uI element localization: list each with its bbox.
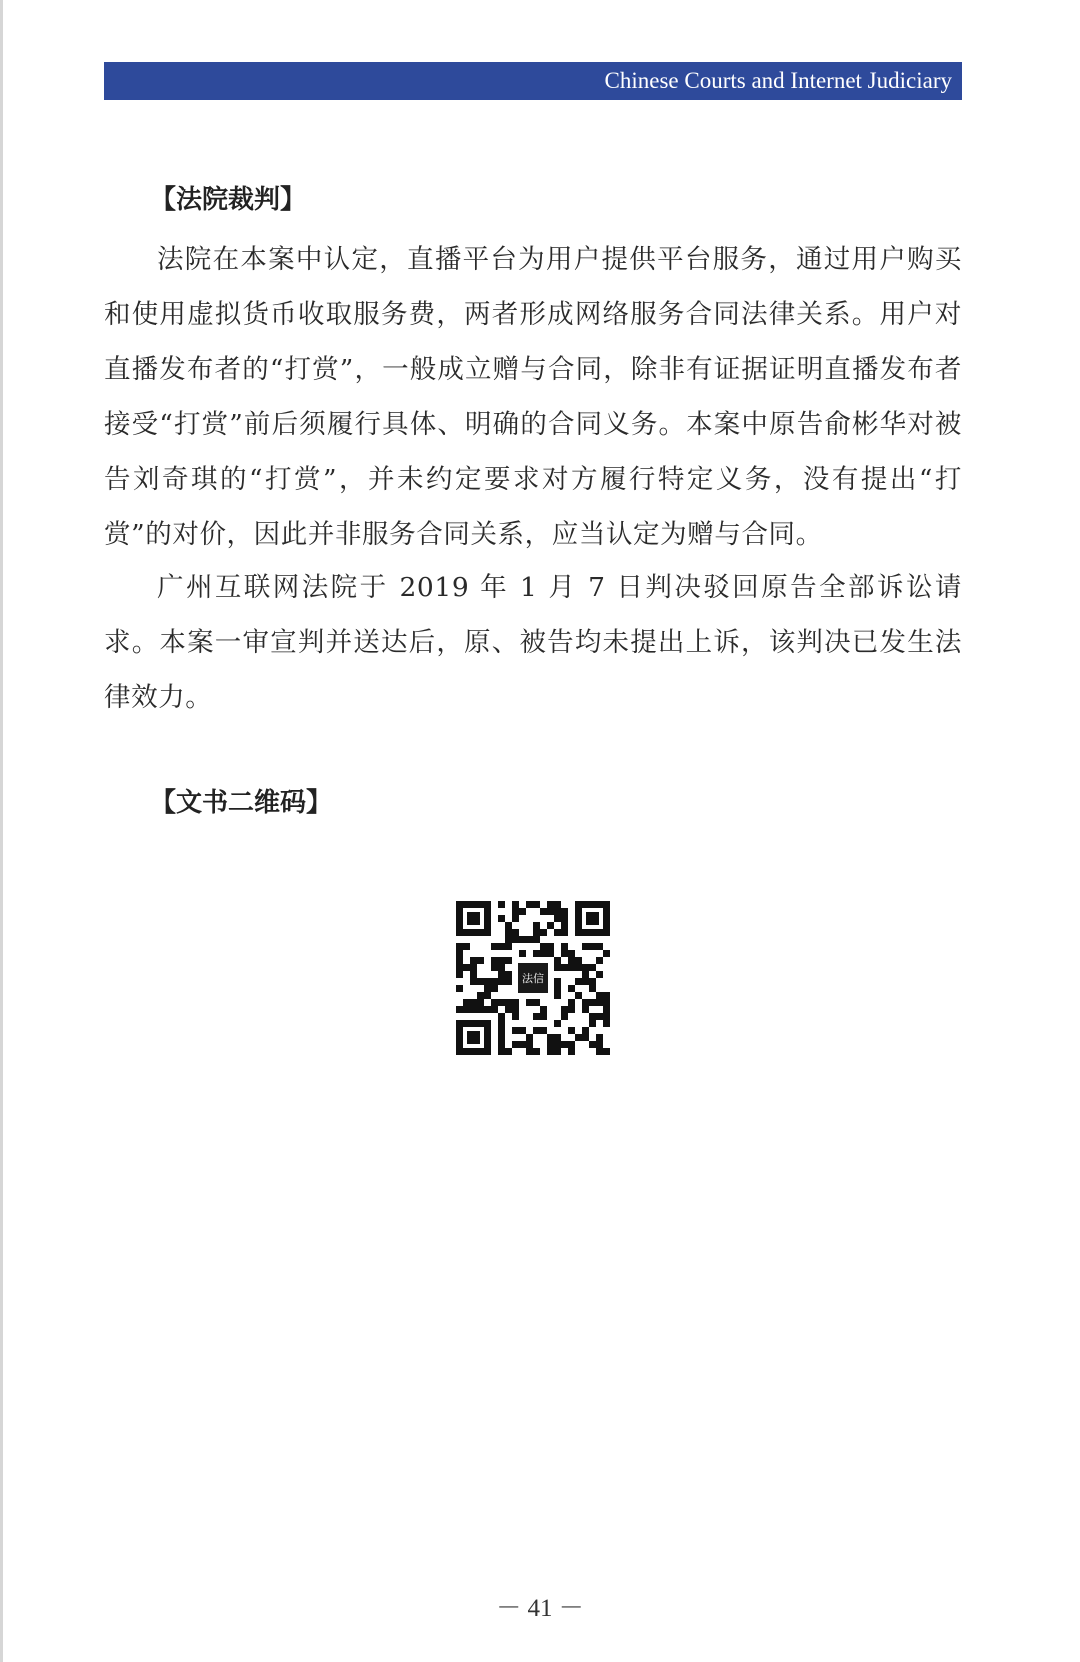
qr-module [589, 943, 596, 950]
qr-module [505, 922, 512, 929]
qr-module [463, 943, 470, 950]
qr-module [603, 1020, 610, 1027]
qr-module [568, 1041, 575, 1048]
qr-module [484, 978, 491, 985]
qr-module [603, 950, 610, 957]
qr-module [470, 964, 477, 971]
qr-module [498, 957, 505, 964]
qr-module [456, 985, 463, 992]
section-heading-court-ruling: 【法院裁判】 [150, 185, 307, 215]
qr-module [547, 1041, 554, 1048]
qr-module [554, 964, 561, 971]
qr-module [589, 1041, 596, 1048]
qr-module [484, 992, 491, 999]
qr-module [498, 1034, 505, 1041]
qr-module [519, 1027, 526, 1034]
qr-module [470, 999, 477, 1006]
qr-module [540, 950, 547, 957]
qr-module [505, 1048, 512, 1055]
qr-module [575, 957, 582, 964]
qr-module [554, 985, 561, 992]
qr-module [533, 929, 540, 936]
qr-module [582, 1034, 589, 1041]
qr-module [470, 957, 477, 964]
running-header-title: Chinese Courts and Internet Judiciary [604, 68, 952, 93]
qr-code-icon [456, 901, 610, 1055]
qr-module [498, 978, 505, 985]
qr-module [547, 922, 554, 929]
qr-module [512, 908, 519, 915]
qr-module [596, 971, 603, 978]
qr-module [512, 929, 519, 936]
page-number: － 41 － [496, 1595, 584, 1622]
qr-module [519, 1041, 526, 1048]
qr-module [603, 999, 610, 1006]
qr-module [568, 964, 575, 971]
qr-module [512, 1013, 519, 1020]
qr-module [498, 1027, 505, 1034]
qr-module [491, 964, 498, 971]
qr-module [540, 1006, 547, 1013]
qr-module [603, 1048, 610, 1055]
qr-module [561, 1041, 568, 1048]
qr-module [470, 971, 477, 978]
qr-module [505, 936, 512, 943]
qr-module [575, 978, 582, 985]
qr-module [582, 999, 589, 1006]
qr-module [547, 901, 554, 908]
qr-module [505, 943, 512, 950]
qr-module [554, 957, 561, 964]
qr-module [582, 971, 589, 978]
qr-module [498, 943, 505, 950]
qr-module [582, 1027, 589, 1034]
qr-module [596, 992, 603, 999]
qr-module [589, 978, 596, 985]
qr-module [554, 1034, 561, 1041]
qr-module [554, 901, 561, 908]
qr-module [512, 1006, 519, 1013]
qr-module [582, 1006, 589, 1013]
qr-module [456, 971, 463, 978]
qr-module [561, 950, 568, 957]
qr-module [512, 999, 519, 1006]
qr-module [498, 1020, 505, 1027]
qr-module [568, 957, 575, 964]
qr-module [519, 936, 526, 943]
qr-module [568, 1006, 575, 1013]
qr-module [533, 999, 540, 1006]
qr-module [561, 922, 568, 929]
qr-module [603, 1006, 610, 1013]
qr-module [533, 936, 540, 943]
qr-module [526, 1034, 533, 1041]
qr-module [547, 1034, 554, 1041]
qr-module [512, 915, 519, 922]
qr-module [540, 908, 547, 915]
qr-module [547, 943, 554, 950]
qr-module [589, 1013, 596, 1020]
qr-module [498, 964, 505, 971]
qr-module [575, 964, 582, 971]
qr-module [477, 1006, 484, 1013]
qr-module [568, 950, 575, 957]
qr-module [596, 1048, 603, 1055]
qr-module [554, 978, 561, 985]
qr-module [596, 957, 603, 964]
qr-module [540, 943, 547, 950]
qr-module [484, 1006, 491, 1013]
qr-module [561, 943, 568, 950]
qr-module [554, 1020, 561, 1027]
qr-module [547, 908, 554, 915]
qr-module [484, 985, 491, 992]
qr-module [456, 1006, 463, 1013]
qr-module [519, 908, 526, 915]
qr-module [540, 929, 547, 936]
qr-module [596, 1034, 603, 1041]
qr-module [533, 1013, 540, 1020]
qr-module [575, 1034, 582, 1041]
qr-module [554, 915, 561, 922]
section-heading-qr-code: 【文书二维码】 [150, 788, 333, 818]
qr-module [470, 978, 477, 985]
qr-module [463, 999, 470, 1006]
qr-module [561, 915, 568, 922]
qr-module [568, 985, 575, 992]
qr-module [589, 985, 596, 992]
ruling-paragraph: 法院在本案中认定，直播平台为用户提供平台服务，通过用户购买和使用虚拟货币收取服务费，两者形成网络服务合同法律关系。用户对直播发布者的“打赏”，一般成立赠与合同，除非有证据证明直播发布者接受“打赏”前后须履行具体、明确的合同义务。本案中原告俞彬华对被告刘奇琪的“打赏”，并未约定要求对方履行特定义务，没有提出“打赏”的对价，因此并非服务合同关系，应当认定为赠与合同。 [104, 244, 962, 550]
qr-module [596, 1041, 603, 1048]
qr-module [554, 1041, 561, 1048]
qr-module [526, 936, 533, 943]
qr-module [596, 1013, 603, 1020]
judgment-paragraph: 广州互联网法院于 2019 年 1 月 7 日判决驳回原告全部诉讼请求。本案一审宣判并送达后，原、被告均未提出上诉，该判决已发生法律效力。 [104, 572, 962, 713]
qr-module [512, 901, 519, 908]
qr-module [582, 943, 589, 950]
qr-module [568, 1027, 575, 1034]
qr-module [589, 999, 596, 1006]
qr-module [568, 999, 575, 1006]
qr-module [596, 999, 603, 1006]
qr-module [561, 964, 568, 971]
qr-module [554, 1048, 561, 1055]
qr-module [526, 901, 533, 908]
qr-module [582, 978, 589, 985]
qr-module [589, 1020, 596, 1027]
qr-module [568, 1048, 575, 1055]
qr-module [533, 922, 540, 929]
qr-module [470, 1006, 477, 1013]
qr-module [533, 950, 540, 957]
qr-module [603, 992, 610, 999]
qr-module [554, 908, 561, 915]
qr-module [456, 950, 463, 957]
qr-module [526, 1041, 533, 1048]
qr-module [533, 901, 540, 908]
qr-module [561, 908, 568, 915]
qr-module [505, 999, 512, 1006]
qr-module [582, 964, 589, 971]
qr-module [505, 957, 512, 964]
qr-module [526, 1048, 533, 1055]
qr-module [491, 999, 498, 1006]
qr-module [512, 1041, 519, 1048]
qr-module [477, 999, 484, 1006]
qr-module [505, 971, 512, 978]
qr-logo-label: 法信 [522, 972, 544, 985]
qr-module [505, 978, 512, 985]
qr-module [533, 1048, 540, 1055]
qr-module [575, 992, 582, 999]
qr-module [491, 957, 498, 964]
qr-module [519, 950, 526, 957]
qr-module [561, 1013, 568, 1020]
qr-module [498, 1013, 505, 1020]
qr-module [498, 1048, 505, 1055]
qr-module [512, 1027, 519, 1034]
qr-module [554, 992, 561, 999]
qr-module [498, 1041, 505, 1048]
qr-module [540, 1027, 547, 1034]
qr-module [526, 999, 533, 1006]
qr-module [498, 999, 505, 1006]
qr-module [463, 964, 470, 971]
qr-module [491, 943, 498, 950]
qr-module [561, 1006, 568, 1013]
qr-module [540, 1013, 547, 1020]
qr-module [498, 971, 505, 978]
qr-module [554, 929, 561, 936]
qr-module [596, 943, 603, 950]
qr-module [491, 1006, 498, 1013]
qr-module [463, 1006, 470, 1013]
qr-module [505, 1006, 512, 1013]
qr-module [491, 985, 498, 992]
qr-module [477, 957, 484, 964]
qr-module [505, 929, 512, 936]
qr-module [603, 1013, 610, 1020]
qr-module [533, 1027, 540, 1034]
qr-module [477, 978, 484, 985]
qr-module [456, 943, 463, 950]
qr-module [456, 964, 463, 971]
qr-module [561, 929, 568, 936]
qr-module [547, 950, 554, 957]
qr-module [498, 901, 505, 908]
qr-module [512, 936, 519, 943]
qr-module [456, 957, 463, 964]
running-header [104, 62, 962, 100]
qr-module [589, 964, 596, 971]
qr-module [498, 915, 505, 922]
qr-module [547, 1048, 554, 1055]
qr-module [491, 978, 498, 985]
qr-module [477, 992, 484, 999]
